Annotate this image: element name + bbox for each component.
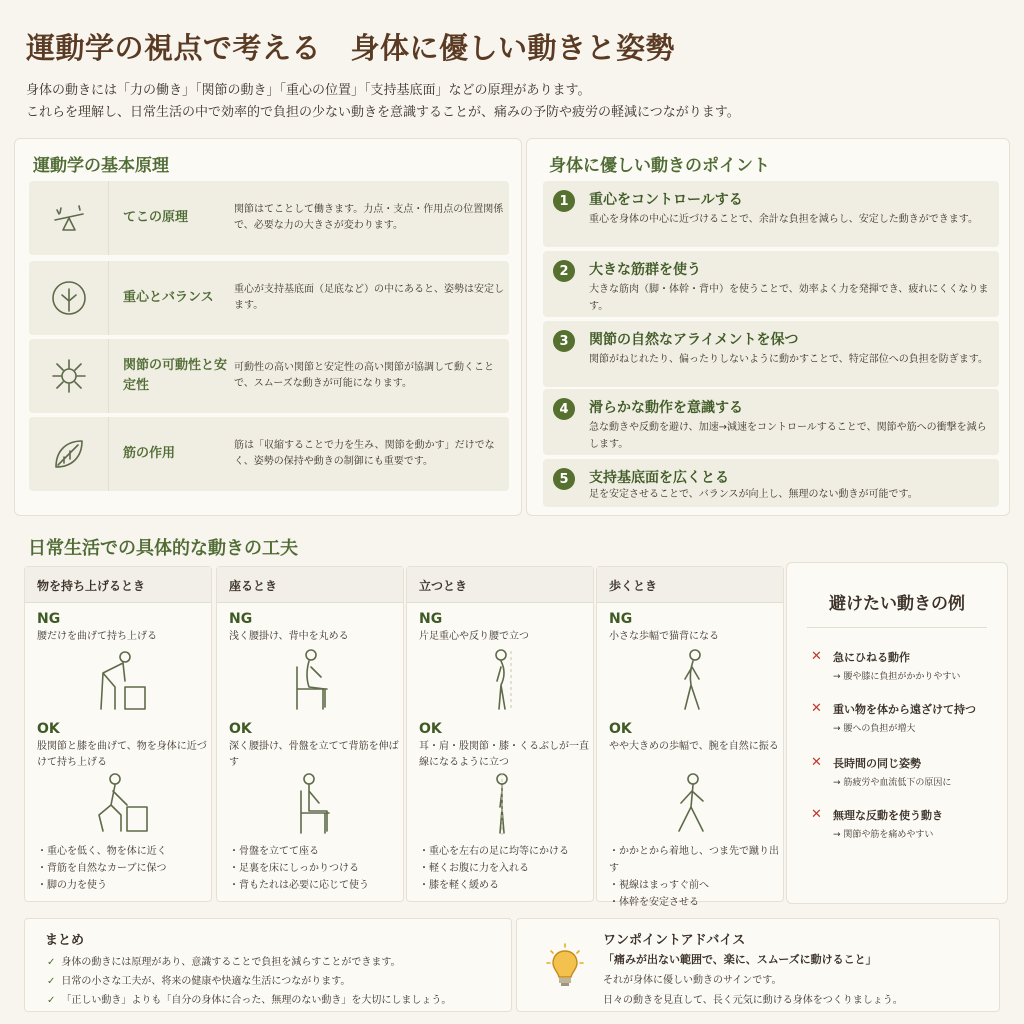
walking-ng-figure-icon [657,647,727,713]
tips-list [37,843,167,894]
point-desc: 重心を身体の中心に近づけることで、余計な負担を減らし、安定した動きができます。 [589,214,978,225]
ng-text: 腰だけを曲げて持ち上げる [37,631,157,642]
avoid-item-title: 長時間の同じ姿勢 [833,757,921,770]
avoid-item-desc: → 腰への負担が増大 [833,724,916,734]
summary-item [47,991,451,1006]
point-item [543,459,999,507]
ok-label: OK [419,721,442,737]
avoid-item-desc: → 関節や筋を痛めやすい [833,830,934,840]
ok-text: 股関節と膝を曲げて、物を身体に近づけて持ち上げる [37,741,207,768]
lightbulb-icon [545,943,585,989]
standing-ng-figure-icon [467,647,537,713]
check-icon: ✓ [47,995,56,1006]
avoid-item-title: 急にひねる動作 [833,651,910,664]
point-title: 滑らかな動作を意識する [589,400,743,416]
tips-list [609,843,783,911]
summary-panel [24,918,512,1012]
check-icon: ✓ [47,976,56,987]
standing-ok-figure-icon [467,771,537,837]
lever-icon [29,181,109,255]
point-title: 支持基底面を広くとる [589,470,729,486]
advice-line: それが身体に優しい動きのサインです。 [603,975,782,986]
muscle-icon [29,417,109,491]
point-item [543,321,999,387]
advice-panel [516,918,1000,1012]
ok-text: 耳・肩・股関節・膝・くるぶしが一直線になるように立つ [419,741,589,768]
point-number: 2 [553,260,575,282]
principle-desc: 重心が支持基底面（足底など）の中にあると、姿勢は安定します。 [234,284,504,311]
points-panel [526,138,1010,516]
principle-name: てこの原理 [123,210,189,225]
tip-item: ・ 足裏を床にしっかりつける [229,860,369,877]
ng-label: NG [37,611,61,627]
tip-item: ・ 軽くお腹に力を入れる [419,860,569,877]
point-item [543,389,999,455]
point-title: 大きな筋群を使う [589,262,701,278]
tips-list [229,843,369,894]
summary-item-text: 日常の小さな工夫が、将来の健康や快適な生活につながります。 [61,976,351,987]
cross-icon: ✕ [811,649,822,664]
avoid-item-desc: → 腰や膝に負担がかかりやすい [833,672,961,682]
avoid-item-desc: → 筋疲労や血流低下の原因に [833,778,952,788]
point-desc: 大きな筋肉（脚・体幹・背中）を使うことで、効率よく力を発揮でき、疲れにくくなります。 [589,284,989,312]
card-heading: 座るとき [217,567,403,603]
avoid-title: 避けたい動きの例 [829,594,965,614]
principle-desc: 関節はてことして働きます。力点・支点・作用点の位置関係で、必要な力の大きさが変わります。 [234,204,504,231]
ok-text: 深く腰掛け、骨盤を立てて背筋を伸ばす [229,741,399,768]
tip-item: ・ 骨盤を立てて座る [229,843,369,860]
principle-name: 関節の可動性と安定性 [123,358,228,393]
daily-section-title: 日常生活での具体的な動きの工夫 [28,538,298,559]
intro-line: 身体の動きには「力の働き」「関節の動き」「重心の位置」「支持基底面」などの原理があります。 [26,83,591,98]
cross-icon: ✕ [811,755,822,770]
avoid-item-title: 重い物を体から遠ざけて持つ [833,703,976,716]
ng-label: NG [419,611,443,627]
daily-card-sitting [216,566,404,902]
point-desc: 関節がねじれたり、偏ったりしないように動かすことで、特定部位への負担を防ぎます。 [589,354,988,365]
point-title: 関節の自然なアライメントを保つ [589,332,799,348]
tip-item: ・ 脚の力を使う [37,877,167,894]
point-desc: 急な動きや反動を避け、加速→減速をコントロールすることで、関節や筋への衝撃を減らします。 [589,422,987,450]
principles-panel [14,138,522,516]
point-number: 1 [553,190,575,212]
tips-list [419,843,569,894]
principle-item [29,339,509,413]
ng-text: 片足重心や反り腰で立つ [419,631,529,642]
principle-item [29,417,509,491]
page-title: 運動学の視点で考える 身体に優しい動きと姿勢 [26,31,676,65]
point-desc: 足を安定させることで、バランスが向上し、無理のない動きが可能です。 [589,489,918,500]
card-heading: 物を持ち上げるとき [25,567,211,603]
ng-text: 小さな歩幅で猫背になる [609,631,719,642]
divider [807,627,987,628]
advice-line: 日々の動きを見直して、長く元気に動ける身体をつくりましょう。 [603,995,903,1006]
joint-icon [29,339,109,413]
summary-item [47,953,401,968]
tip-item: ・ 膝を軽く緩める [419,877,569,894]
point-number: 5 [553,468,575,490]
principle-name: 筋の作用 [123,446,176,461]
principle-desc: 可動性の高い関節と安定性の高い関節が協調して動くことで、スムーズな動きが可能になります。 [234,362,494,389]
cross-icon: ✕ [811,807,822,822]
ok-label: OK [609,721,632,737]
tip-item: ・ かかとから着地し、つま先で蹴り出す [609,843,783,877]
walking-ok-figure-icon [657,771,727,837]
balance-icon [29,261,109,335]
tip-item: ・ 重心を左右の足に均等にかける [419,843,569,860]
tip-item: ・ 重心を低く、物を体に近く [37,843,167,860]
summary-item-text: 身体の動きには原理があり、意識することで負担を減らすことができます。 [61,957,401,968]
advice-line: 「痛みが出ない範囲で、楽に、スムーズに動けること」 [603,953,877,966]
daily-card-walking [596,566,784,908]
ok-label: OK [37,721,60,737]
principle-desc: 筋は「収縮することで力を生み、関節を動かす」だけでなく、姿勢の保持や動きの制御にも重要です。 [234,440,495,467]
avoid-panel [786,562,1008,904]
daily-card-lifting [24,566,212,902]
ng-text: 浅く腰掛け、背中を丸める [229,631,349,642]
point-number: 4 [553,398,575,420]
card-heading: 立つとき [407,567,593,603]
tip-item: ・ 体幹を安定させる [609,894,783,911]
sitting-ok-figure-icon [277,771,347,837]
principle-name: 重心とバランス [123,290,214,305]
lifting-ng-figure-icon [85,647,155,713]
intro-text [26,80,740,124]
card-heading: 歩くとき [597,567,783,603]
point-item [543,251,999,317]
daily-card-standing [406,566,594,902]
points-title: 身体に優しい動きのポイント [549,156,770,176]
summary-item-text: 「正しい動き」よりも「自分の身体に合った、無理のない動き」を大切にしましょう。 [61,995,452,1006]
point-item [543,181,999,247]
summary-title: まとめ [45,933,85,948]
cross-icon: ✕ [811,701,822,716]
principle-item [29,181,509,255]
advice-title: ワンポイントアドバイス [603,933,746,948]
intro-line: これらを理解し、日常生活の中で効率的で負担の少ない動きを意識することが、痛みの予防や疲労の軽減につながります。 [26,105,740,120]
avoid-item-title: 無理な反動を使う動き [833,809,943,822]
ok-label: OK [229,721,252,737]
principles-title: 運動学の基本原理 [33,156,169,176]
check-icon: ✓ [47,957,56,968]
principle-item [29,261,509,335]
ng-label: NG [609,611,633,627]
ng-label: NG [229,611,253,627]
tip-item: ・ 背筋を自然なカーブに保つ [37,860,167,877]
point-title: 重心をコントロールする [589,192,743,208]
point-number: 3 [553,330,575,352]
summary-item [47,972,350,987]
lifting-ok-figure-icon [85,771,155,837]
tip-item: ・ 視線はまっすぐ前へ [609,877,783,894]
tip-item: ・ 背もたれは必要に応じて使う [229,877,369,894]
ok-text: やや大きめの歩幅で、腕を自然に振る [609,741,779,752]
sitting-ng-figure-icon [277,647,347,713]
